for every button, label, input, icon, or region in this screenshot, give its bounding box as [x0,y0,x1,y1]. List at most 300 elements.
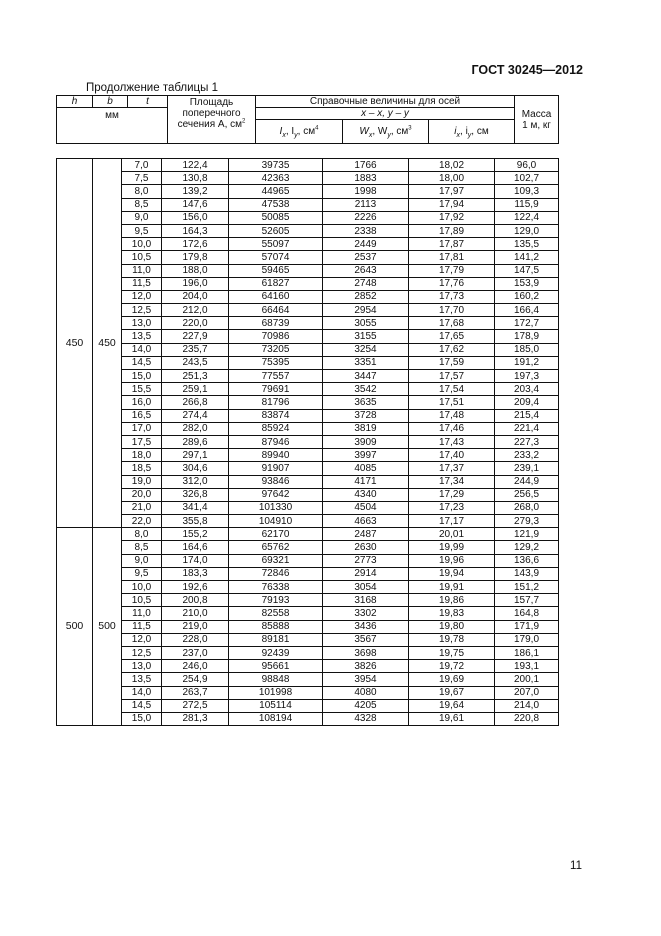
cell-area: 251,3 [162,370,229,383]
cell-area: 200,8 [162,594,229,607]
cell-t: 14,5 [122,356,162,369]
cell-modulus: 2113 [323,198,409,211]
cell-t: 8,0 [122,528,162,541]
cell-inertia: 73205 [229,343,323,356]
cell-modulus: 3436 [323,620,409,633]
cell-t: 15,0 [122,370,162,383]
cell-radius: 19,96 [409,554,495,567]
header-b: b [93,96,128,108]
cell-area: 122,4 [162,159,229,172]
cell-area: 179,8 [162,251,229,264]
cell-area: 183,3 [162,567,229,580]
cell-radius: 17,62 [409,343,495,356]
table-row [57,699,559,712]
cell-mass: 220,8 [495,712,559,725]
cell-radius: 17,97 [409,185,495,198]
cell-inertia: 42363 [229,172,323,185]
cell-mass: 279,3 [495,515,559,528]
cell-inertia: 76338 [229,581,323,594]
cell-mass: 193,1 [495,660,559,673]
cell-inertia: 104910 [229,515,323,528]
cell-area: 274,4 [162,409,229,422]
cell-inertia: 52605 [229,224,323,237]
header-ref-title: Справочные величины для осей [256,96,515,108]
cell-area: 297,1 [162,449,229,462]
cell-inertia: 92439 [229,646,323,659]
cell-inertia: 95661 [229,660,323,673]
cell-modulus: 2773 [323,554,409,567]
cell-mass: 214,0 [495,699,559,712]
cell-t: 16,0 [122,396,162,409]
cell-area: 237,0 [162,646,229,659]
cell-inertia: 98848 [229,673,323,686]
cell-area: 220,0 [162,317,229,330]
cell-modulus: 3254 [323,343,409,356]
cell-modulus: 2226 [323,211,409,224]
table-row [57,554,559,567]
cell-mass: 244,9 [495,475,559,488]
cell-area: 188,0 [162,264,229,277]
cell-modulus: 3819 [323,422,409,435]
cell-modulus: 3054 [323,581,409,594]
table-row [57,462,559,475]
header-body-gap [56,143,558,158]
cell-t: 8,5 [122,198,162,211]
cell-radius: 19,61 [409,712,495,725]
cell-radius: 17,87 [409,238,495,251]
table-row [57,673,559,686]
cell-radius: 17,46 [409,422,495,435]
header-unit: мм [57,108,168,144]
cell-inertia: 85888 [229,620,323,633]
table-row [57,607,559,620]
cell-mass: 268,0 [495,501,559,514]
header-area-line1: Площадь [189,97,234,108]
cell-mass: 185,0 [495,343,559,356]
cell-area: 219,0 [162,620,229,633]
cell-t: 10,0 [122,581,162,594]
cell-radius: 17,51 [409,396,495,409]
table-caption: Продолжение таблицы 1 [86,82,219,94]
data-table [56,158,559,726]
cell-inertia: 64160 [229,290,323,303]
cell-modulus: 3909 [323,435,409,448]
cell-radius: 17,40 [409,449,495,462]
group-h: 450 [57,159,93,528]
table-row [57,488,559,501]
table-row [57,422,559,435]
table-row [57,172,559,185]
cell-radius: 20,01 [409,528,495,541]
cell-t: 10,5 [122,251,162,264]
cell-area: 289,6 [162,435,229,448]
cell-inertia: 97642 [229,488,323,501]
cell-inertia: 72846 [229,567,323,580]
cell-inertia: 89181 [229,633,323,646]
cell-inertia: 79193 [229,594,323,607]
cell-t: 22,0 [122,515,162,528]
cell-radius: 19,91 [409,581,495,594]
cell-modulus: 3826 [323,660,409,673]
cell-area: 312,0 [162,475,229,488]
cell-mass: 256,5 [495,488,559,501]
cell-area: 228,0 [162,633,229,646]
cell-area: 259,1 [162,383,229,396]
cell-inertia: 85924 [229,422,323,435]
cell-modulus: 2487 [323,528,409,541]
cell-t: 11,0 [122,264,162,277]
cell-radius: 19,75 [409,646,495,659]
cell-mass: 239,1 [495,462,559,475]
cell-radius: 19,69 [409,673,495,686]
cell-area: 243,5 [162,356,229,369]
table-row [57,317,559,330]
cell-inertia: 91907 [229,462,323,475]
cell-t: 14,0 [122,686,162,699]
cell-t: 14,0 [122,343,162,356]
table-row [57,660,559,673]
cell-area: 174,0 [162,554,229,567]
cell-radius: 19,80 [409,620,495,633]
cell-modulus: 2449 [323,238,409,251]
cell-area: 164,6 [162,541,229,554]
cell-radius: 17,17 [409,515,495,528]
cell-area: 130,8 [162,172,229,185]
table-row [57,646,559,659]
cell-area: 155,2 [162,528,229,541]
cell-area: 212,0 [162,304,229,317]
cell-mass: 166,4 [495,304,559,317]
cell-modulus: 4663 [323,515,409,528]
cell-mass: 143,9 [495,567,559,580]
header-t: t [128,96,168,108]
cell-mass: 153,9 [495,277,559,290]
table-row [57,594,559,607]
cell-area: 210,0 [162,607,229,620]
cell-t: 9,0 [122,554,162,567]
cell-radius: 17,48 [409,409,495,422]
table-row [57,528,559,541]
table-row [57,356,559,369]
cell-t: 15,0 [122,712,162,725]
cell-t: 8,5 [122,541,162,554]
cell-inertia: 62170 [229,528,323,541]
cell-inertia: 83874 [229,409,323,422]
cell-inertia: 101998 [229,686,323,699]
cell-area: 164,3 [162,224,229,237]
cell-modulus: 4504 [323,501,409,514]
cell-t: 11,5 [122,620,162,633]
cell-radius: 17,59 [409,356,495,369]
header-mass [515,96,559,144]
cell-mass: 96,0 [495,159,559,172]
cell-mass: 157,7 [495,594,559,607]
table-row [57,712,559,725]
cell-radius: 19,83 [409,607,495,620]
cell-area: 304,6 [162,462,229,475]
table-row [57,224,559,237]
cell-inertia: 68739 [229,317,323,330]
cell-inertia: 66464 [229,304,323,317]
cell-t: 12,5 [122,646,162,659]
cell-modulus: 2914 [323,567,409,580]
cell-area: 246,0 [162,660,229,673]
cell-modulus: 2748 [323,277,409,290]
table-row [57,396,559,409]
cell-radius: 19,99 [409,541,495,554]
cell-radius: 17,70 [409,304,495,317]
cell-mass: 233,2 [495,449,559,462]
group-b: 500 [93,528,122,726]
header-modulus: $W_x$, $W_y$, $см^3$ [343,120,429,144]
cell-modulus: 3302 [323,607,409,620]
cell-t: 9,5 [122,567,162,580]
cell-t: 16,5 [122,409,162,422]
cell-t: 19,0 [122,475,162,488]
cell-t: 13,5 [122,673,162,686]
cell-t: 17,5 [122,435,162,448]
cell-t: 21,0 [122,501,162,514]
cell-mass: 179,0 [495,633,559,646]
cell-t: 15,5 [122,383,162,396]
cell-radius: 17,76 [409,277,495,290]
cell-radius: 17,23 [409,501,495,514]
cell-t: 12,5 [122,304,162,317]
cell-radius: 19,86 [409,594,495,607]
cell-modulus: 3635 [323,396,409,409]
cell-radius: 19,94 [409,567,495,580]
cell-inertia: 65762 [229,541,323,554]
cell-inertia: 39735 [229,159,323,172]
cell-area: 281,3 [162,712,229,725]
header-radius: $i_x$, $i_y$, см [429,120,515,144]
cell-inertia: 108194 [229,712,323,725]
cell-modulus: 2338 [323,224,409,237]
cell-modulus: 4080 [323,686,409,699]
header-axes: x – x, y – y [256,108,515,120]
cell-radius: 19,67 [409,686,495,699]
cell-radius: 19,64 [409,699,495,712]
cell-inertia: 93846 [229,475,323,488]
cell-modulus: 3698 [323,646,409,659]
cell-mass: 186,1 [495,646,559,659]
table-row [57,211,559,224]
cell-inertia: 101330 [229,501,323,514]
cell-radius: 17,54 [409,383,495,396]
cell-mass: 207,0 [495,686,559,699]
cell-inertia: 69321 [229,554,323,567]
cell-modulus: 2954 [323,304,409,317]
cell-mass: 135,5 [495,238,559,251]
cell-mass: 109,3 [495,185,559,198]
cell-inertia: 70986 [229,330,323,343]
cell-radius: 17,73 [409,290,495,303]
cell-mass: 160,2 [495,290,559,303]
cell-modulus: 3351 [323,356,409,369]
cell-area: 355,8 [162,515,229,528]
cell-radius: 17,94 [409,198,495,211]
table-row [57,277,559,290]
cell-radius: 17,79 [409,264,495,277]
cell-mass: 136,6 [495,554,559,567]
cell-area: 266,8 [162,396,229,409]
cell-mass: 171,9 [495,620,559,633]
cell-mass: 215,4 [495,409,559,422]
table-row [57,475,559,488]
cell-inertia: 81796 [229,396,323,409]
cell-mass: 115,9 [495,198,559,211]
cell-modulus: 4085 [323,462,409,475]
cell-modulus: 1883 [323,172,409,185]
cell-mass: 221,4 [495,422,559,435]
cell-t: 11,5 [122,277,162,290]
cell-radius: 17,29 [409,488,495,501]
cell-inertia: 57074 [229,251,323,264]
cell-modulus: 4328 [323,712,409,725]
cell-t: 8,0 [122,185,162,198]
cell-radius: 17,89 [409,224,495,237]
table-row [57,541,559,554]
cell-t: 13,5 [122,330,162,343]
cell-inertia: 105114 [229,699,323,712]
cell-inertia: 61827 [229,277,323,290]
cell-modulus: 3954 [323,673,409,686]
cell-modulus: 4205 [323,699,409,712]
page-number: 11 [570,860,582,872]
cell-modulus: 2643 [323,264,409,277]
cell-modulus: 3155 [323,330,409,343]
cell-inertia: 77557 [229,370,323,383]
cell-area: 282,0 [162,422,229,435]
cell-mass: 164,8 [495,607,559,620]
cell-inertia: 75395 [229,356,323,369]
table-header [56,95,559,144]
header-h: h [57,96,93,108]
cell-modulus: 2852 [323,290,409,303]
group-b: 450 [93,159,122,528]
table-row [57,343,559,356]
cell-radius: 17,37 [409,462,495,475]
cell-modulus: 2630 [323,541,409,554]
cell-inertia: 82558 [229,607,323,620]
table-row [57,290,559,303]
cell-modulus: 3997 [323,449,409,462]
cell-modulus: 4340 [323,488,409,501]
cell-area: 196,0 [162,277,229,290]
cell-t: 17,0 [122,422,162,435]
cell-radius: 17,43 [409,435,495,448]
cell-inertia: 44965 [229,185,323,198]
cell-modulus: 3055 [323,317,409,330]
cell-inertia: 47538 [229,198,323,211]
header-area-line2: поперечного [182,108,241,119]
cell-radius: 19,78 [409,633,495,646]
header-inertia: $I_x$, $I_y$, $см^4$ [256,120,343,144]
cell-mass: 172,7 [495,317,559,330]
cell-mass: 141,2 [495,251,559,264]
cell-radius: 19,72 [409,660,495,673]
cell-area: 139,2 [162,185,229,198]
cell-inertia: 87946 [229,435,323,448]
cell-inertia: 79691 [229,383,323,396]
header-mass-line2: 1 м, кг [522,119,551,131]
cell-area: 326,8 [162,488,229,501]
cell-t: 13,0 [122,317,162,330]
table-row [57,435,559,448]
cell-modulus: 3447 [323,370,409,383]
cell-mass: 129,0 [495,224,559,237]
cell-t: 7,0 [122,159,162,172]
cell-inertia: 50085 [229,211,323,224]
table-row [57,304,559,317]
cell-t: 13,0 [122,660,162,673]
cell-radius: 17,57 [409,370,495,383]
cell-t: 14,5 [122,699,162,712]
standard-number: ГОСТ 30245—2012 [471,63,583,77]
cell-area: 147,6 [162,198,229,211]
cell-radius: 18,00 [409,172,495,185]
table-row [57,581,559,594]
cell-t: 18,5 [122,462,162,475]
cell-mass: 147,5 [495,264,559,277]
cell-mass: 200,1 [495,673,559,686]
cell-modulus: 1766 [323,159,409,172]
cell-mass: 129,2 [495,541,559,554]
table-row [57,620,559,633]
cell-mass: 178,9 [495,330,559,343]
header-mass-line1: Масса [521,108,552,120]
cell-radius: 18,02 [409,159,495,172]
cell-t: 9,5 [122,224,162,237]
table-row [57,567,559,580]
cell-mass: 197,3 [495,370,559,383]
cell-t: 9,0 [122,211,162,224]
cell-mass: 151,2 [495,581,559,594]
cell-mass: 122,4 [495,211,559,224]
cell-mass: 102,7 [495,172,559,185]
table-row [57,198,559,211]
table-row [57,383,559,396]
cell-area: 172,6 [162,238,229,251]
cell-radius: 17,65 [409,330,495,343]
cell-t: 7,5 [122,172,162,185]
table-row [57,501,559,514]
cell-inertia: 55097 [229,238,323,251]
cell-t: 11,0 [122,607,162,620]
cell-t: 10,0 [122,238,162,251]
table-row [57,159,559,172]
cell-modulus: 3168 [323,594,409,607]
cell-area: 204,0 [162,290,229,303]
cell-area: 263,7 [162,686,229,699]
cell-area: 272,5 [162,699,229,712]
group-h: 500 [57,528,93,726]
cell-mass: 227,3 [495,435,559,448]
cell-area: 156,0 [162,211,229,224]
table-row [57,251,559,264]
cell-mass: 191,2 [495,356,559,369]
cell-radius: 17,68 [409,317,495,330]
table-row [57,686,559,699]
header-area-line3: сечения A, см [177,119,243,130]
table-row [57,409,559,422]
cell-t: 12,0 [122,290,162,303]
cell-modulus: 1998 [323,185,409,198]
table-row [57,238,559,251]
cell-radius: 17,81 [409,251,495,264]
cell-modulus: 3728 [323,409,409,422]
header-area [168,96,256,144]
